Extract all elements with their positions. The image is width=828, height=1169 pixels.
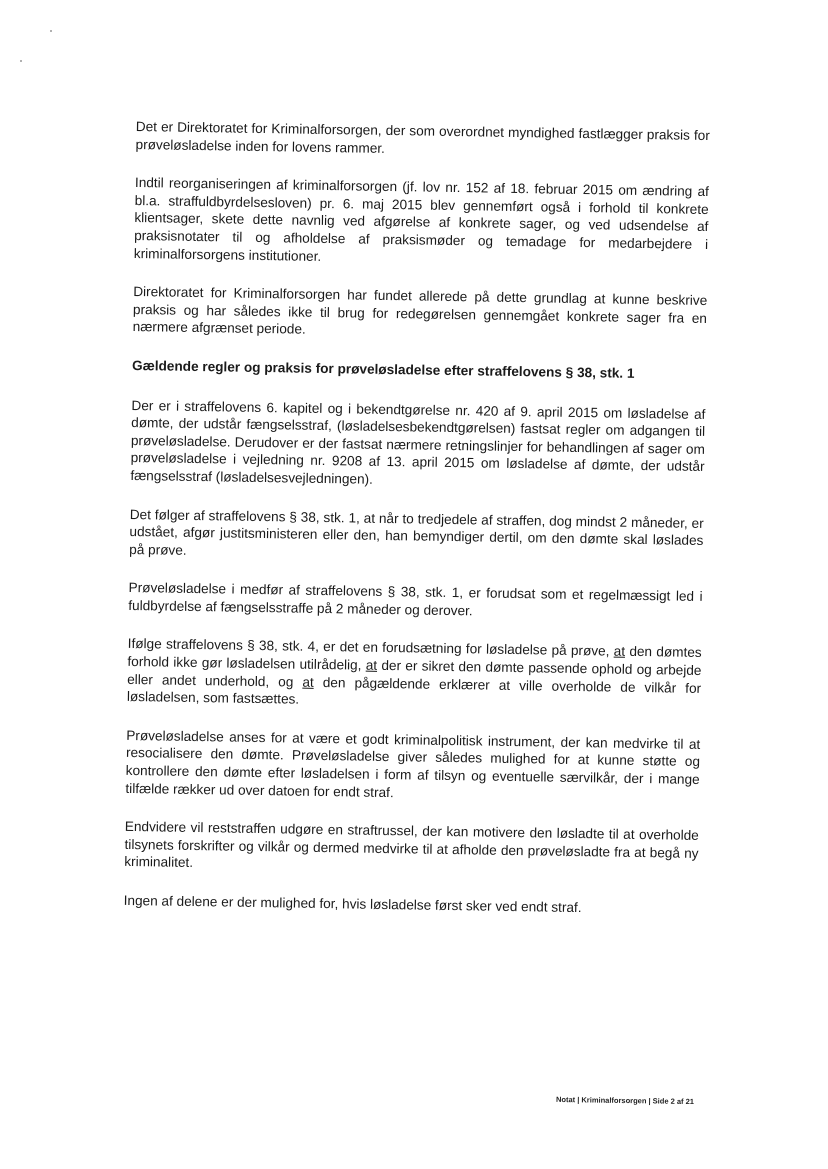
text-run: den dømtes forhold ikke gør løsladelsen utilrådelig, xyxy=(127,644,702,673)
paragraph-7 xyxy=(127,635,702,714)
underlined-at: at xyxy=(613,644,626,660)
paragraph-9: Endvidere vil reststraffen udgøre en straftrussel, der kan motivere den løsladte til at overholde tilsynets forskrifter og vilkår og dermed medvirke til at afholde den prøveløsladte fra at begå ny kriminalitet. xyxy=(124,819,699,871)
page-footer: Notat | Kriminalforsorgen | Side 2 af 21 xyxy=(555,1094,695,1107)
text-run: der er sikret den dømte passende ophold og arbejde eller andet underhold, og xyxy=(127,657,702,690)
section-heading: Gældende regler og praksis for prøveløsladelse efter straffelovens § 38, stk. 1 xyxy=(131,357,635,381)
scan-speck xyxy=(50,30,52,32)
underlined-at: at xyxy=(302,674,314,690)
underlined-at: at xyxy=(365,657,378,673)
scan-speck xyxy=(20,60,22,62)
text-run: den pågældende erklærer at ville overholde de vilkår for løsladelsen, som fastsættes. xyxy=(126,674,702,707)
paragraph-8: Prøveløsladelse anses for at være et godt kriminalpolitisk instrument, der kan medvirke til at resocialisere den dømte. Prøveløsladelse giver således mulighed for at kunne støtte og kontrollere den dømte efter løsladelsen i form af tilsyn og eventuelle særvilkår, der i mange tilfælde rækker ud over datoen for endt straf. xyxy=(125,727,701,800)
paragraph-3: Direktoratet for Kriminalforsorgen har fundet allerede på dette grundlag at kunne beskrive praksis og har således ikke til brug for redegørelsen gennemgået konkrete sager fra en nærmere afgrænset periode. xyxy=(132,284,708,338)
document-body xyxy=(123,118,710,940)
text-run: Ifølge straffelovens § 38, stk. 4, er det en forudsætning for løsladelse på prøve, xyxy=(127,636,614,660)
paragraph-2: Indtil reorganiseringen af kriminalforsorgen (jf. lov nr. 152 af 18. februar 2015 om ændring af bl.a. straffuldbyrdelsesloven) pr. 6. maj 2015 blev gennemført også i forhold til konkrete klientsager, skete dette navnlig ved afgørelse af konkrete sager, og ved udsendelse af praksisnotater til og afholdelse af praksismøder og temadage for medarbejdere i kriminalforsorgens institutioner. xyxy=(133,175,710,264)
paragraph-1: Det er Direktoratet for Kriminalforsorgen, der som overordnet myndighed fastlægger praksis for prøveløsladelse inden for lovens rammer. xyxy=(135,118,710,156)
paragraph-4: Der er i straffelovens 6. kapitel og i bekendtgørelse nr. 420 af 9. april 2015 om løsladelse af dømte, der udstår fængselsstraf, (løsladelsesbekendtgørelsen) fastsat regler om adgangen til prøveløsladelse. Derudover er der fastsat nærmere retningslinjer for behandlingen af sager om prøveløsladelse i vejledning nr. 9208 af 13. april 2015 om løsladelse af dømte, der udstår fængselsstraf (løsladelsesvejledningen). xyxy=(130,397,706,487)
paragraph-5: Det følger af straffelovens § 38, stk. 1, at når to tredjedele af straffen, dog mindst 2 måneder, er udstået, afgør justitsministeren eller den, han bemyndiger dertil, om den dømte skal løslades på prøve. xyxy=(129,506,704,558)
paragraph-6: Prøveløsladelse i medfør af straffelovens § 38, stk. 1, er forudsat som et regelmæssigt led i fuldbyrdelse af fængselsstraffe på 2 måneder og derover. xyxy=(128,580,703,619)
paragraph-10: Ingen af delene er der mulighed for, hvis løsladelse først sker ved endt straf. xyxy=(123,892,582,916)
